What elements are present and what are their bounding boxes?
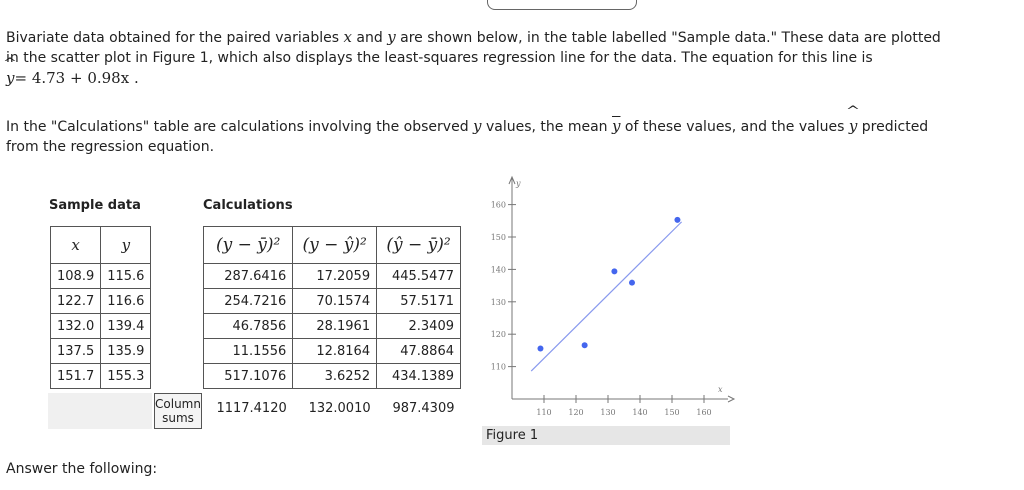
sums-spacer xyxy=(48,393,152,429)
data-point xyxy=(611,268,617,274)
x-axis-label: x xyxy=(718,385,723,394)
figure-caption: Figure 1 xyxy=(482,426,730,445)
x-tick-label: 150 xyxy=(664,408,680,417)
y-tick-label: 110 xyxy=(490,362,506,372)
table-row: 254.7216 70.1574 57.5171 xyxy=(204,289,461,314)
x-axis-arrow xyxy=(728,396,734,402)
regression-equation: ^ y= 4.73 + 0.98x . xyxy=(6,69,139,87)
data-point xyxy=(674,217,680,223)
x-tick-label: 130 xyxy=(600,408,616,417)
header-x: x xyxy=(51,227,101,264)
y-tick-label: 130 xyxy=(490,297,506,307)
sample-data-table xyxy=(50,226,151,389)
calculations-paragraph: In the "Calculations" table are calculations involving the observed y values, the mean $\overline{y}$ of these values, and the values ^ y predicted from the regression equation. xyxy=(6,116,1006,157)
table-row: 108.9 115.6 xyxy=(51,264,151,289)
sum-3: 987.4309 xyxy=(392,400,455,416)
calculations-table xyxy=(203,226,461,427)
table-row: 287.6416 17.2059 445.5477 xyxy=(204,264,461,289)
column-sums-row xyxy=(204,389,461,428)
table-row: 11.1556 12.8164 47.8864 xyxy=(204,339,461,364)
table-row: 132.0 139.4 xyxy=(51,314,151,339)
header-y-minus-ybar-sq: (y − ȳ)² xyxy=(204,227,293,264)
header-y: y xyxy=(101,227,151,264)
y-tick-label: 120 xyxy=(490,330,506,340)
data-point xyxy=(629,280,635,286)
table-row: 137.5 135.9 xyxy=(51,339,151,364)
x-tick-label: 160 xyxy=(696,408,712,417)
sample-data-title: Sample data xyxy=(49,198,141,213)
header-yhat-minus-ybar-sq: (ŷ − ȳ)² xyxy=(377,227,461,264)
y-axis-label: y xyxy=(516,179,521,188)
data-point xyxy=(537,345,543,351)
x-tick-label: 120 xyxy=(568,408,584,417)
top-answer-box xyxy=(487,0,637,10)
scatter-plot xyxy=(480,172,736,422)
y-tick-label: 160 xyxy=(490,200,506,210)
y-tick-label: 150 xyxy=(490,233,506,242)
column-sums-label: Column sums xyxy=(154,393,202,429)
table-row: 46.7856 28.1961 2.3409 xyxy=(204,314,461,339)
header-y-minus-yhat-sq: (y − ŷ)² xyxy=(293,227,377,264)
calculations-title: Calculations xyxy=(203,198,293,213)
table-row: 517.1076 3.6252 434.1389 xyxy=(204,364,461,389)
table-row: 151.7 155.3 xyxy=(51,364,151,389)
sum-1: 1117.4120 xyxy=(216,400,287,416)
table-row: 122.7 116.6 xyxy=(51,289,151,314)
x-tick-label: 110 xyxy=(536,408,552,417)
regression-line xyxy=(531,222,681,371)
x-tick-label: 140 xyxy=(632,408,648,417)
data-point xyxy=(582,342,588,348)
y-tick-label: 140 xyxy=(490,265,506,275)
answer-prompt: Answer the following: xyxy=(6,461,158,477)
intro-paragraph: Bivariate data obtained for the paired variables x and y are shown below, in the table labelled "Sample data." These data are plotted in the scatter plot in Figure 1, which also displays the least-squares regression line for the data. The equation for this line is ^ y= 4.73 + 0.98x . xyxy=(6,27,1006,89)
sum-2: 132.0010 xyxy=(308,400,371,416)
